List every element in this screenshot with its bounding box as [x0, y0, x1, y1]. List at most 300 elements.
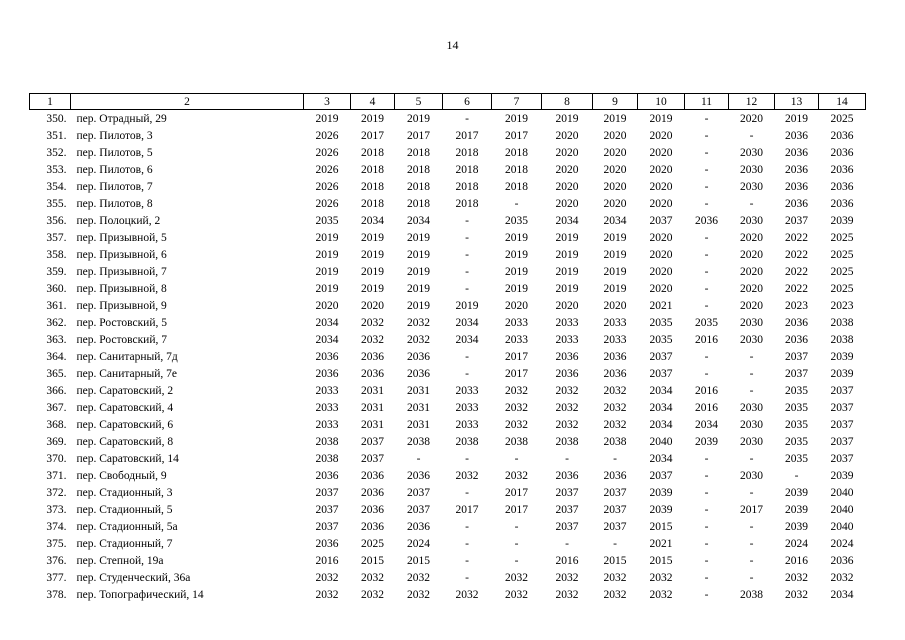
- year-cell: 2035: [785, 401, 808, 414]
- year-cell: 2036: [361, 520, 384, 533]
- year-cell: 2035: [785, 418, 808, 431]
- year-cell: 2032: [785, 571, 808, 584]
- year-cell: 2016: [695, 333, 718, 346]
- year-cell: 2019: [505, 282, 528, 295]
- row-number: 366.: [46, 384, 67, 397]
- year-cell: 2019: [315, 248, 339, 261]
- address-cell: пер. Стадионный, 5а: [76, 520, 178, 533]
- year-cell: 2037: [407, 486, 430, 499]
- year-cell: 2017: [361, 129, 384, 142]
- year-cell: 2037: [603, 520, 627, 533]
- year-cell: 2019: [649, 112, 673, 125]
- address-cell: пер. Призывной, 5: [76, 231, 167, 244]
- year-cell: 2019: [555, 112, 579, 125]
- year-cell: 2032: [361, 316, 384, 329]
- year-cell: 2039: [649, 503, 673, 516]
- year-cell: 2021: [649, 299, 673, 312]
- year-cell: 2023: [830, 299, 854, 312]
- year-cell: 2016: [785, 554, 808, 567]
- year-cell: 2017: [407, 129, 430, 142]
- table-row: [30, 399, 866, 416]
- table-row: [30, 280, 866, 297]
- year-cell: 2025: [830, 231, 854, 244]
- year-cell: -: [465, 282, 469, 295]
- year-cell: 2037: [555, 520, 579, 533]
- table-row: [30, 331, 866, 348]
- year-cell: 2025: [830, 265, 854, 278]
- year-cell: -: [704, 486, 709, 499]
- year-cell: -: [465, 554, 469, 567]
- year-cell: 2032: [505, 401, 528, 414]
- year-cell: 2033: [315, 418, 339, 431]
- year-cell: 2020: [315, 299, 339, 312]
- year-cell: 2026: [315, 163, 339, 176]
- table-row: [30, 518, 866, 535]
- address-cell: пер. Стадионный, 7: [76, 537, 173, 550]
- year-cell: 2020: [555, 163, 579, 176]
- year-cell: 2018: [407, 197, 430, 210]
- year-cell: 2036: [603, 469, 627, 482]
- year-cell: -: [704, 282, 709, 295]
- year-cell: 2033: [455, 418, 479, 431]
- year-cell: 2037: [315, 503, 339, 516]
- year-cell: 2020: [649, 248, 673, 261]
- year-cell: 2020: [740, 265, 763, 278]
- year-cell: -: [704, 248, 709, 261]
- table-row: [30, 416, 866, 433]
- column-header: 14: [819, 94, 866, 110]
- year-cell: 2032: [505, 469, 528, 482]
- year-cell: -: [749, 384, 754, 397]
- year-cell: 2024: [407, 537, 430, 550]
- year-cell: 2020: [649, 265, 673, 278]
- year-cell: 2019: [361, 231, 384, 244]
- year-cell: 2032: [603, 384, 627, 397]
- year-cell: 2033: [603, 333, 627, 346]
- year-cell: 2033: [315, 384, 339, 397]
- year-cell: 2036: [785, 180, 808, 193]
- row-number: 373.: [46, 503, 67, 516]
- year-cell: 2037: [830, 452, 854, 465]
- year-cell: -: [704, 299, 709, 312]
- year-cell: 2020: [361, 299, 384, 312]
- table-row: [30, 110, 866, 128]
- year-cell: 2018: [407, 146, 430, 159]
- year-cell: -: [465, 248, 469, 261]
- column-header: 10: [638, 94, 685, 110]
- year-cell: -: [749, 537, 754, 550]
- year-cell: 2031: [407, 384, 430, 397]
- table-row: [30, 433, 866, 450]
- year-cell: 2032: [555, 588, 579, 601]
- year-cell: 2019: [315, 231, 339, 244]
- year-cell: 2037: [830, 401, 854, 414]
- year-cell: 2033: [455, 401, 479, 414]
- year-cell: 2019: [315, 265, 339, 278]
- year-cell: 2037: [407, 503, 430, 516]
- year-cell: 2036: [315, 469, 339, 482]
- table-row: [30, 297, 866, 314]
- year-cell: 2024: [785, 537, 808, 550]
- year-cell: 2026: [315, 146, 339, 159]
- year-cell: 2036: [830, 163, 854, 176]
- year-cell: -: [749, 129, 754, 142]
- year-cell: 2020: [555, 180, 579, 193]
- year-cell: -: [704, 503, 709, 516]
- year-cell: 2037: [830, 435, 854, 448]
- year-cell: 2036: [555, 350, 579, 363]
- address-cell: пер. Стадионный, 5: [76, 503, 173, 516]
- year-cell: 2017: [505, 129, 528, 142]
- address-cell: пер. Топографический, 14: [76, 588, 204, 601]
- year-cell: -: [704, 146, 709, 159]
- year-cell: 2030: [740, 418, 763, 431]
- year-cell: 2032: [603, 401, 627, 414]
- year-cell: 2025: [361, 537, 384, 550]
- row-number: 364.: [46, 350, 67, 363]
- year-cell: 2040: [830, 520, 854, 533]
- year-cell: 2016: [695, 384, 718, 397]
- year-cell: 2020: [740, 231, 763, 244]
- year-cell: 2019: [603, 248, 627, 261]
- year-cell: 2020: [740, 282, 763, 295]
- column-header: 4: [351, 94, 395, 110]
- address-cell: пер. Призывной, 6: [76, 248, 167, 261]
- year-cell: 2037: [785, 367, 808, 380]
- year-cell: 2023: [785, 299, 808, 312]
- year-cell: -: [749, 197, 754, 210]
- table-row: [30, 586, 866, 603]
- year-cell: 2037: [830, 418, 854, 431]
- year-cell: 2030: [740, 435, 763, 448]
- year-cell: 2036: [785, 316, 808, 329]
- year-cell: 2035: [785, 384, 808, 397]
- year-cell: 2036: [361, 469, 384, 482]
- year-cell: 2036: [785, 146, 808, 159]
- year-cell: 2037: [830, 384, 854, 397]
- year-cell: 2030: [740, 146, 763, 159]
- year-cell: 2040: [830, 486, 854, 499]
- year-cell: 2020: [649, 231, 673, 244]
- year-cell: 2018: [455, 163, 479, 176]
- year-cell: 2036: [315, 350, 339, 363]
- year-cell: 2019: [505, 231, 528, 244]
- address-cell: пер. Саратовский, 14: [76, 452, 179, 465]
- row-number: 376.: [46, 554, 67, 567]
- year-cell: 2020: [555, 129, 579, 142]
- year-cell: 2018: [505, 163, 528, 176]
- column-header: 9: [593, 94, 638, 110]
- year-cell: 2038: [603, 435, 627, 448]
- year-cell: 2020: [603, 197, 627, 210]
- year-cell: -: [704, 554, 709, 567]
- year-cell: 2034: [315, 333, 339, 346]
- table-row: [30, 569, 866, 586]
- year-cell: 2019: [361, 112, 384, 125]
- year-cell: 2039: [785, 503, 808, 516]
- address-cell: пер. Ростовский, 5: [76, 316, 167, 329]
- year-cell: 2018: [505, 180, 528, 193]
- year-cell: -: [465, 112, 469, 125]
- year-cell: -: [514, 452, 519, 465]
- year-cell: 2032: [505, 588, 528, 601]
- row-number: 369.: [46, 435, 67, 448]
- year-cell: 2034: [455, 316, 479, 329]
- year-cell: 2018: [361, 180, 384, 193]
- year-cell: -: [704, 520, 709, 533]
- year-cell: 2038: [505, 435, 528, 448]
- year-cell: 2020: [555, 197, 579, 210]
- table-row: [30, 212, 866, 229]
- table-row: [30, 552, 866, 569]
- year-cell: -: [749, 452, 754, 465]
- year-cell: 2038: [555, 435, 579, 448]
- year-cell: 2034: [455, 333, 479, 346]
- year-cell: 2032: [407, 588, 430, 601]
- year-cell: 2036: [785, 333, 808, 346]
- table-row: [30, 467, 866, 484]
- year-cell: 2031: [407, 401, 430, 414]
- year-cell: 2019: [555, 282, 579, 295]
- year-cell: 2034: [603, 214, 627, 227]
- year-cell: 2039: [649, 486, 673, 499]
- row-number: 367.: [46, 401, 67, 414]
- year-cell: 2033: [505, 316, 528, 329]
- year-cell: 2037: [649, 469, 673, 482]
- year-cell: 2039: [785, 520, 808, 533]
- year-cell: 2019: [361, 282, 384, 295]
- year-cell: 2020: [603, 163, 627, 176]
- year-cell: 2017: [740, 503, 763, 516]
- year-cell: 2030: [740, 333, 763, 346]
- year-cell: 2036: [407, 469, 430, 482]
- year-cell: 2030: [740, 163, 763, 176]
- row-number: 375.: [46, 537, 67, 550]
- year-cell: 2033: [603, 316, 627, 329]
- year-cell: 2020: [555, 299, 579, 312]
- year-cell: 2038: [740, 588, 763, 601]
- year-cell: 2020: [505, 299, 528, 312]
- year-cell: 2037: [785, 350, 808, 363]
- year-cell: 2032: [649, 588, 673, 601]
- year-cell: 2038: [830, 333, 854, 346]
- column-header: 13: [775, 94, 819, 110]
- year-cell: 2036: [361, 486, 384, 499]
- address-cell: пер. Свободный, 9: [76, 469, 167, 482]
- year-cell: 2030: [740, 401, 763, 414]
- year-cell: -: [465, 486, 469, 499]
- year-cell: 2037: [361, 435, 384, 448]
- year-cell: 2036: [785, 129, 808, 142]
- year-cell: -: [749, 486, 754, 499]
- address-cell: пер. Призывной, 9: [76, 299, 167, 312]
- year-cell: 2019: [315, 282, 339, 295]
- year-cell: 2020: [603, 180, 627, 193]
- year-cell: 2016: [555, 554, 579, 567]
- table-row: [30, 501, 866, 518]
- year-cell: -: [704, 231, 709, 244]
- table-row: [30, 144, 866, 161]
- year-cell: 2016: [315, 554, 339, 567]
- year-cell: 2026: [315, 129, 339, 142]
- year-cell: 2018: [455, 146, 479, 159]
- year-cell: 2020: [649, 282, 673, 295]
- year-cell: 2034: [361, 214, 384, 227]
- year-cell: 2018: [361, 163, 384, 176]
- table-row: [30, 535, 866, 552]
- address-cell: пер. Степной, 19а: [76, 554, 164, 567]
- year-cell: 2032: [603, 571, 627, 584]
- year-cell: 2036: [785, 163, 808, 176]
- column-header: 3: [304, 94, 351, 110]
- year-cell: -: [704, 112, 709, 125]
- year-cell: -: [514, 197, 519, 210]
- address-cell: пер. Пилотов, 7: [76, 180, 153, 193]
- year-cell: 2036: [361, 503, 384, 516]
- year-cell: -: [794, 469, 799, 482]
- year-cell: 2035: [695, 316, 718, 329]
- year-cell: 2036: [830, 180, 854, 193]
- year-cell: 2036: [603, 367, 627, 380]
- year-cell: 2034: [830, 588, 854, 601]
- year-cell: 2032: [407, 316, 430, 329]
- year-cell: 2038: [315, 452, 339, 465]
- year-cell: 2032: [505, 571, 528, 584]
- year-cell: 2031: [361, 401, 384, 414]
- year-cell: 2020: [649, 129, 673, 142]
- year-cell: 2021: [649, 537, 673, 550]
- year-cell: 2039: [830, 367, 854, 380]
- year-cell: 2040: [649, 435, 673, 448]
- year-cell: 2024: [830, 537, 854, 550]
- year-cell: 2037: [603, 503, 627, 516]
- year-cell: -: [465, 452, 469, 465]
- year-cell: 2018: [505, 146, 528, 159]
- address-cell: пер. Санитарный, 7д: [76, 350, 178, 363]
- table-row: [30, 127, 866, 144]
- year-cell: -: [565, 537, 569, 550]
- year-cell: 2017: [505, 350, 528, 363]
- year-cell: 2033: [555, 316, 579, 329]
- year-cell: 2036: [407, 350, 430, 363]
- address-cell: пер. Пилотов, 3: [76, 129, 153, 142]
- year-cell: 2017: [455, 503, 479, 516]
- year-cell: 2015: [603, 554, 627, 567]
- year-cell: 2015: [407, 554, 430, 567]
- year-cell: 2019: [603, 282, 627, 295]
- row-number: 368.: [46, 418, 67, 431]
- year-cell: 2036: [830, 554, 854, 567]
- year-cell: -: [704, 350, 709, 363]
- row-number: 374.: [46, 520, 67, 533]
- year-cell: 2019: [407, 248, 430, 261]
- year-cell: 2018: [361, 146, 384, 159]
- year-cell: 2022: [785, 265, 808, 278]
- year-cell: 2035: [649, 333, 673, 346]
- year-cell: 2020: [603, 129, 627, 142]
- year-cell: -: [704, 197, 709, 210]
- year-cell: 2039: [830, 469, 854, 482]
- address-cell: пер. Саратовский, 4: [76, 401, 174, 414]
- year-cell: 2037: [555, 503, 579, 516]
- year-cell: 2037: [315, 486, 339, 499]
- year-cell: 2031: [407, 418, 430, 431]
- year-cell: 2019: [555, 265, 579, 278]
- year-cell: 2020: [555, 146, 579, 159]
- year-cell: 2037: [603, 486, 627, 499]
- table-row: [30, 382, 866, 399]
- year-cell: -: [704, 469, 709, 482]
- year-cell: 2032: [555, 418, 579, 431]
- year-cell: 2025: [830, 282, 854, 295]
- table-row: [30, 161, 866, 178]
- row-number: 358.: [46, 248, 67, 261]
- row-number: 372.: [46, 486, 67, 499]
- year-cell: -: [704, 537, 709, 550]
- year-cell: 2034: [407, 214, 430, 227]
- year-cell: -: [704, 367, 709, 380]
- year-cell: 2019: [407, 265, 430, 278]
- year-cell: 2017: [505, 503, 528, 516]
- row-number: 371.: [46, 469, 67, 482]
- column-header: 11: [685, 94, 729, 110]
- year-cell: 2034: [649, 384, 673, 397]
- address-cell: пер. Саратовский, 6: [76, 418, 174, 431]
- year-cell: 2020: [649, 197, 673, 210]
- schedule-table: [29, 93, 866, 603]
- year-cell: 2036: [555, 367, 579, 380]
- year-cell: -: [465, 231, 469, 244]
- row-number: 363.: [46, 333, 67, 346]
- year-cell: 2019: [505, 265, 528, 278]
- year-cell: 2017: [505, 486, 528, 499]
- year-cell: 2019: [361, 265, 384, 278]
- year-cell: 2037: [649, 214, 673, 227]
- year-cell: 2030: [740, 214, 763, 227]
- year-cell: 2039: [695, 435, 718, 448]
- year-cell: 2015: [649, 520, 673, 533]
- year-cell: -: [465, 520, 469, 533]
- table-row: [30, 246, 866, 263]
- year-cell: 2020: [740, 299, 763, 312]
- address-cell: пер. Пилотов, 6: [76, 163, 153, 176]
- row-number: 362.: [46, 316, 67, 329]
- year-cell: 2032: [361, 333, 384, 346]
- row-number: 370.: [46, 452, 67, 465]
- row-number: 351.: [46, 129, 67, 142]
- year-cell: 2015: [361, 554, 384, 567]
- year-cell: 2034: [695, 418, 718, 431]
- table-row: [30, 314, 866, 331]
- year-cell: 2026: [315, 180, 339, 193]
- year-cell: 2036: [830, 129, 854, 142]
- row-number: 357.: [46, 231, 67, 244]
- address-cell: пер. Отрадный, 29: [76, 112, 167, 125]
- year-cell: 2022: [785, 231, 808, 244]
- year-cell: 2019: [407, 282, 430, 295]
- table-row: [30, 263, 866, 280]
- year-cell: 2031: [361, 384, 384, 397]
- year-cell: 2036: [830, 146, 854, 159]
- year-cell: -: [465, 350, 469, 363]
- row-number: 365.: [46, 367, 67, 380]
- table-row: [30, 178, 866, 195]
- year-cell: 2039: [830, 350, 854, 363]
- year-cell: 2033: [455, 384, 479, 397]
- year-cell: 2032: [455, 469, 479, 482]
- year-cell: 2032: [603, 588, 627, 601]
- page-number: 14: [446, 38, 459, 52]
